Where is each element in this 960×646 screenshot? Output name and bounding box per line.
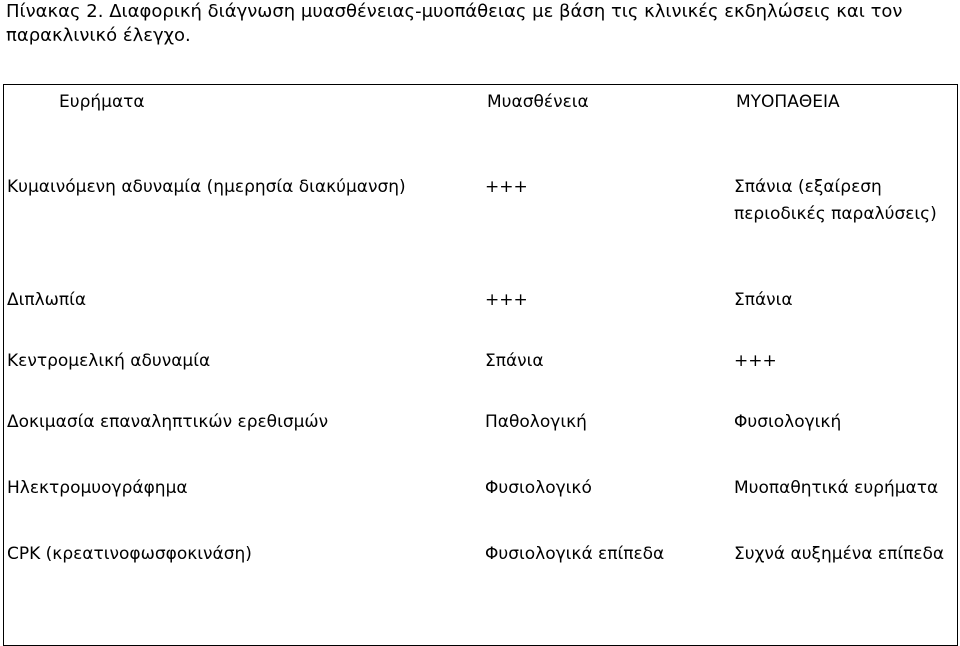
cell-finding: Κεντρομελική αδυναμία <box>7 351 211 371</box>
table-row <box>4 287 956 348</box>
header-findings: Ευρήματα <box>59 92 145 112</box>
cell-finding: Διπλωπία <box>7 290 87 310</box>
table-row <box>4 475 956 541</box>
cell-myasthenia: Παθολογική <box>485 412 587 432</box>
cell-finding: Κυμαινόμενη αδυναμία (ημερησία διακύμανση) <box>7 177 406 197</box>
cell-myopathy: Σπάνια (εξαίρεση περιοδικές παραλύσεις) <box>734 177 937 224</box>
cell-myasthenia: Φυσιολογικά επίπεδα <box>485 544 665 564</box>
table-row <box>4 348 956 409</box>
cell-myopathy: Φυσιολογική <box>734 412 842 432</box>
cell-myasthenia: Σπάνια <box>485 351 544 371</box>
cell-myasthenia: +++ <box>485 177 528 197</box>
cell-myopathy: Σπάνια <box>734 290 793 310</box>
differential-diagnosis-table <box>4 85 956 601</box>
header-myopathy: ΜΥΟΠΑΘΕΙΑ <box>736 92 840 112</box>
table-row <box>4 174 956 287</box>
cell-myasthenia: +++ <box>485 290 528 310</box>
table-row <box>4 541 956 601</box>
cell-myopathy: +++ <box>734 351 777 371</box>
cell-myopathy: Συχνά αυξημένα επίπεδα <box>734 544 945 564</box>
header-myasthenia: Μυασθένεια <box>487 92 589 112</box>
cell-finding: Ηλεκτρομυογράφημα <box>7 478 188 498</box>
cell-finding: CPK (κρεατινοφωσφοκινάση) <box>7 544 252 564</box>
table-row <box>4 409 956 475</box>
cell-myopathy: Μυοπαθητικά ευρήματα <box>734 478 939 498</box>
table-caption: Πίνακας 2. Διαφορική διάγνωση μυασθένειας-μυοπάθειας με βάση τις κλινικές εκδηλώσεις και τον παρακλινικό έλεγχο. <box>6 1 903 46</box>
cell-finding: Δοκιμασία επαναληπτικών ερεθισμών <box>7 412 329 432</box>
cell-myasthenia: Φυσιολογικό <box>485 478 592 498</box>
table-header-row <box>4 85 956 174</box>
